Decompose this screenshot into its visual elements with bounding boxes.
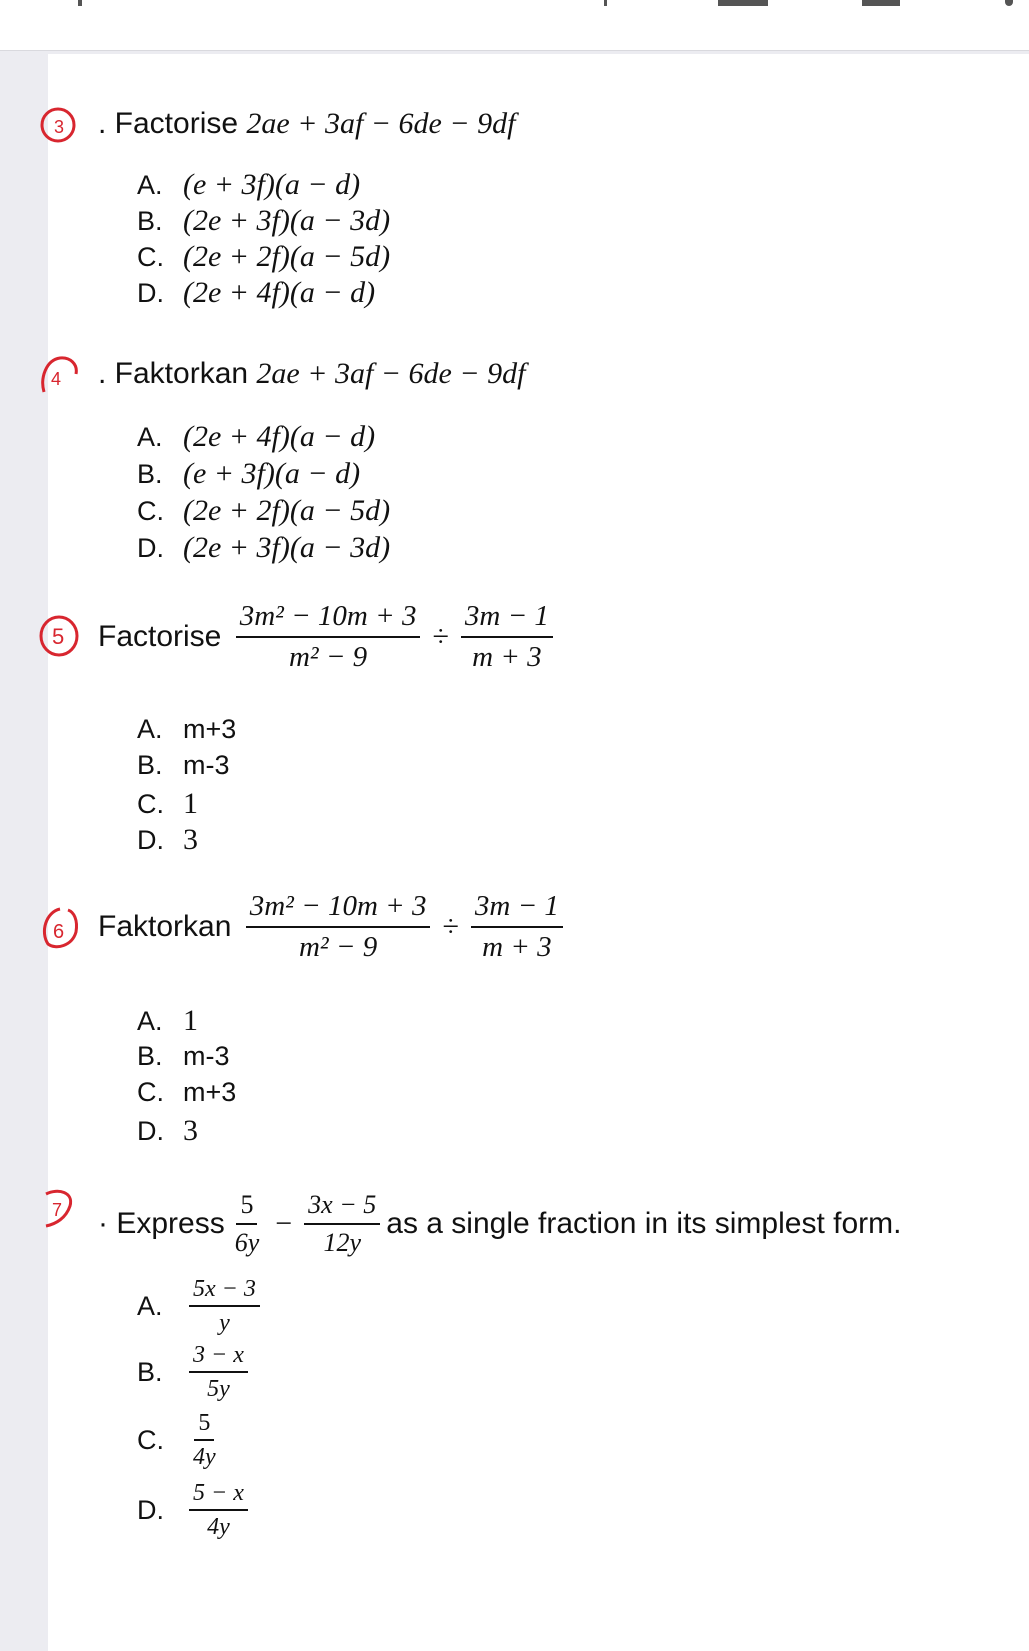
option-a[interactable]: A. (2e + 4f)(a − d) bbox=[137, 420, 376, 453]
svg-text:6: 6 bbox=[53, 921, 65, 943]
question-number-circle bbox=[38, 103, 82, 147]
option-d[interactable]: D. 3 bbox=[137, 823, 198, 856]
option-c[interactable]: C. $\frac{5}{4y}$ bbox=[137, 1410, 216, 1470]
fraction: $\frac{3m - 1}{m + 3}$ bbox=[461, 600, 553, 674]
option-a[interactable]: A. 1 bbox=[137, 1004, 198, 1037]
option-b[interactable]: B. m-3 bbox=[137, 1041, 230, 1071]
question-number-circle bbox=[38, 614, 82, 658]
option-d[interactable]: D. 3 bbox=[137, 1114, 198, 1147]
option-b[interactable]: B. (e + 3f)(a − d) bbox=[137, 457, 361, 490]
question-text: Factorise $\frac{\text{3m² − 10m + 3}}{\text{m² − 9}}$ ÷ $\frac{3m - 1}{m + 3}$ bbox=[98, 602, 559, 672]
option-c[interactable]: C. (2e + 2f)(a − 5d) bbox=[137, 494, 391, 527]
question-text: . Faktorkan 2ae + 3af − 6de − 9df bbox=[98, 357, 526, 390]
svg-text:4: 4 bbox=[51, 369, 62, 389]
top-bar bbox=[0, 0, 1029, 51]
option-a[interactable]: A. $\frac{5x - 3}{y}$ bbox=[137, 1276, 266, 1336]
fraction: $\frac{\text{3m² − 10m + 3}}{\text{m² − 9}}$ bbox=[236, 600, 421, 674]
bar-tick bbox=[78, 0, 82, 6]
option-a[interactable]: A. m+3 bbox=[137, 714, 237, 744]
fraction: $\frac{\text{3m² − 10m + 3}}{\text{m² − 9}}$ bbox=[246, 890, 431, 964]
svg-text:7: 7 bbox=[52, 1200, 63, 1220]
math-expression: 2ae + 3af − 6de − 9df bbox=[256, 357, 526, 390]
bar-tick bbox=[1005, 0, 1013, 6]
question-text: Faktorkan $\frac{\text{3m² − 10m + 3}}{\text{m² − 9}}$ ÷ $\frac{3m - 1}{m + 3}$ bbox=[98, 892, 569, 962]
bar-tick bbox=[718, 0, 768, 6]
option-b[interactable]: B. (2e + 3f)(a − 3d) bbox=[137, 204, 391, 237]
option-c[interactable]: C. (2e + 2f)(a − 5d) bbox=[137, 240, 391, 273]
bar-tick bbox=[604, 0, 607, 6]
option-d[interactable]: D. (2e + 3f)(a − 3d) bbox=[137, 531, 391, 564]
question-text: . Factorise 2ae + 3af − 6de − 9df bbox=[98, 107, 516, 140]
option-c[interactable]: C. 1 bbox=[137, 787, 198, 820]
question-number-circle bbox=[38, 1186, 82, 1230]
math-expression: 2ae + 3af − 6de − 9df bbox=[246, 107, 516, 140]
svg-text:5: 5 bbox=[52, 624, 65, 649]
fraction: $\frac{3m - 1}{m + 3}$ bbox=[471, 890, 563, 964]
bar-tick bbox=[862, 0, 900, 6]
svg-text:3: 3 bbox=[54, 117, 65, 137]
question-number-circle bbox=[38, 354, 82, 398]
option-d[interactable]: D. (2e + 4f)(a − d) bbox=[137, 276, 376, 309]
fraction: $\frac{3x - 5}{12y}$ bbox=[304, 1190, 380, 1258]
option-b[interactable]: B. $\frac{3 - x}{5y}$ bbox=[137, 1342, 254, 1402]
fraction: $\frac{5}{6y}$ bbox=[234, 1190, 260, 1257]
worksheet-page bbox=[48, 54, 1029, 1651]
option-c[interactable]: C. m+3 bbox=[137, 1077, 237, 1107]
option-a[interactable]: A. (e + 3f)(a − d) bbox=[137, 168, 361, 201]
question-number-circle bbox=[38, 906, 82, 950]
question-text: · Express $\frac{5}{6y}$ − $\frac{3x - 5}{12y}$ as a single fraction in its simplest form. bbox=[98, 1190, 902, 1257]
option-d[interactable]: D. $\frac{5 - x}{4y}$ bbox=[137, 1480, 254, 1540]
option-b[interactable]: B. m-3 bbox=[137, 750, 230, 780]
